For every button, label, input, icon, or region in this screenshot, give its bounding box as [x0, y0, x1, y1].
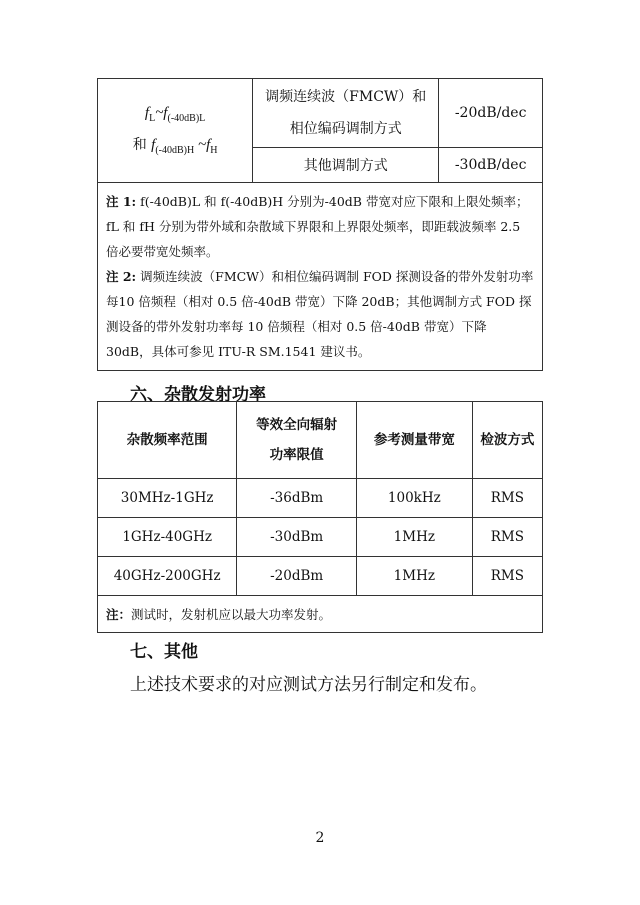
- column-header: 杂散频率范围: [98, 402, 237, 479]
- notes-cell: [98, 183, 543, 371]
- section-heading: 七、其他: [130, 642, 198, 662]
- table-cell: RMS: [472, 518, 542, 557]
- table-cell: 30MHz-1GHz: [98, 479, 237, 518]
- table-cell: -30dBm: [237, 518, 357, 557]
- modulation-cell: 调频连续波（FMCW）和 相位编码调制方式: [253, 79, 439, 148]
- table-row: [98, 518, 543, 557]
- table-header-row: [98, 402, 543, 479]
- table-row: [98, 479, 543, 518]
- table-cell: 100kHz: [356, 479, 472, 518]
- body-paragraph: 上述技术要求的对应测试方法另行制定和发布。: [130, 675, 487, 695]
- frequency-range-line2: 和 $f_{(-40dB)H}$ $\sim f_H$: [132, 137, 218, 156]
- table-cell: 1GHz-40GHz: [98, 518, 237, 557]
- table-cell: 40GHz-200GHz: [98, 557, 237, 596]
- table-row: [98, 596, 543, 633]
- table-cell: RMS: [472, 479, 542, 518]
- table-cell: -20dBm: [237, 557, 357, 596]
- table-cell: 1MHz: [356, 518, 472, 557]
- table-cell: -36dBm: [237, 479, 357, 518]
- column-header: 检波方式: [472, 402, 542, 479]
- note-1: 注 1: f(-40dB)L 和 f(-40dB)H 分别为-40dB 带宽对应下限和上限处频率；fL 和 fH 分别为带外域和杂散域下界限和上界限处频率，即距载波频率 2.5 倍必要带宽处频率。: [106, 194, 529, 259]
- table-cell: RMS: [472, 557, 542, 596]
- attenuation-cell: -30dB/dec: [439, 148, 543, 183]
- table-cell: 1MHz: [356, 557, 472, 596]
- frequency-range-cell: [98, 79, 253, 183]
- column-header: 等效全向辐射 功率限值: [237, 402, 357, 479]
- section-heading: 六、杂散发射功率: [130, 385, 266, 405]
- page-number: 2: [315, 830, 325, 846]
- table-row: [98, 557, 543, 596]
- attenuation-cell: -20dB/dec: [439, 79, 543, 148]
- oob-emission-table: [97, 78, 543, 371]
- modulation-cell: 其他调制方式: [253, 148, 439, 183]
- notes-cell: 注：测试时，发射机应以最大功率发射。: [98, 596, 543, 633]
- frequency-range-line1: $f_L\sim f_{(-40dB)L}$: [144, 105, 206, 124]
- spurious-emission-table: [97, 401, 543, 633]
- column-header: 参考测量带宽: [356, 402, 472, 479]
- table-row: [98, 79, 543, 148]
- table-row: [98, 183, 543, 371]
- note-2: 注 2: 调频连续波（FMCW）和相位编码调制 FOD 探测设备的带外发射功率每10 倍频程（相对 0.5 倍-40dB 带宽）下降 20dB；其他调制方式 FOD 探测设备的带外发射功率每 10 倍频程（相对 0.5 倍-40dB 带宽）下降 30dB，具体可参见 ITU-R SM.1541 建议书。: [106, 269, 534, 359]
